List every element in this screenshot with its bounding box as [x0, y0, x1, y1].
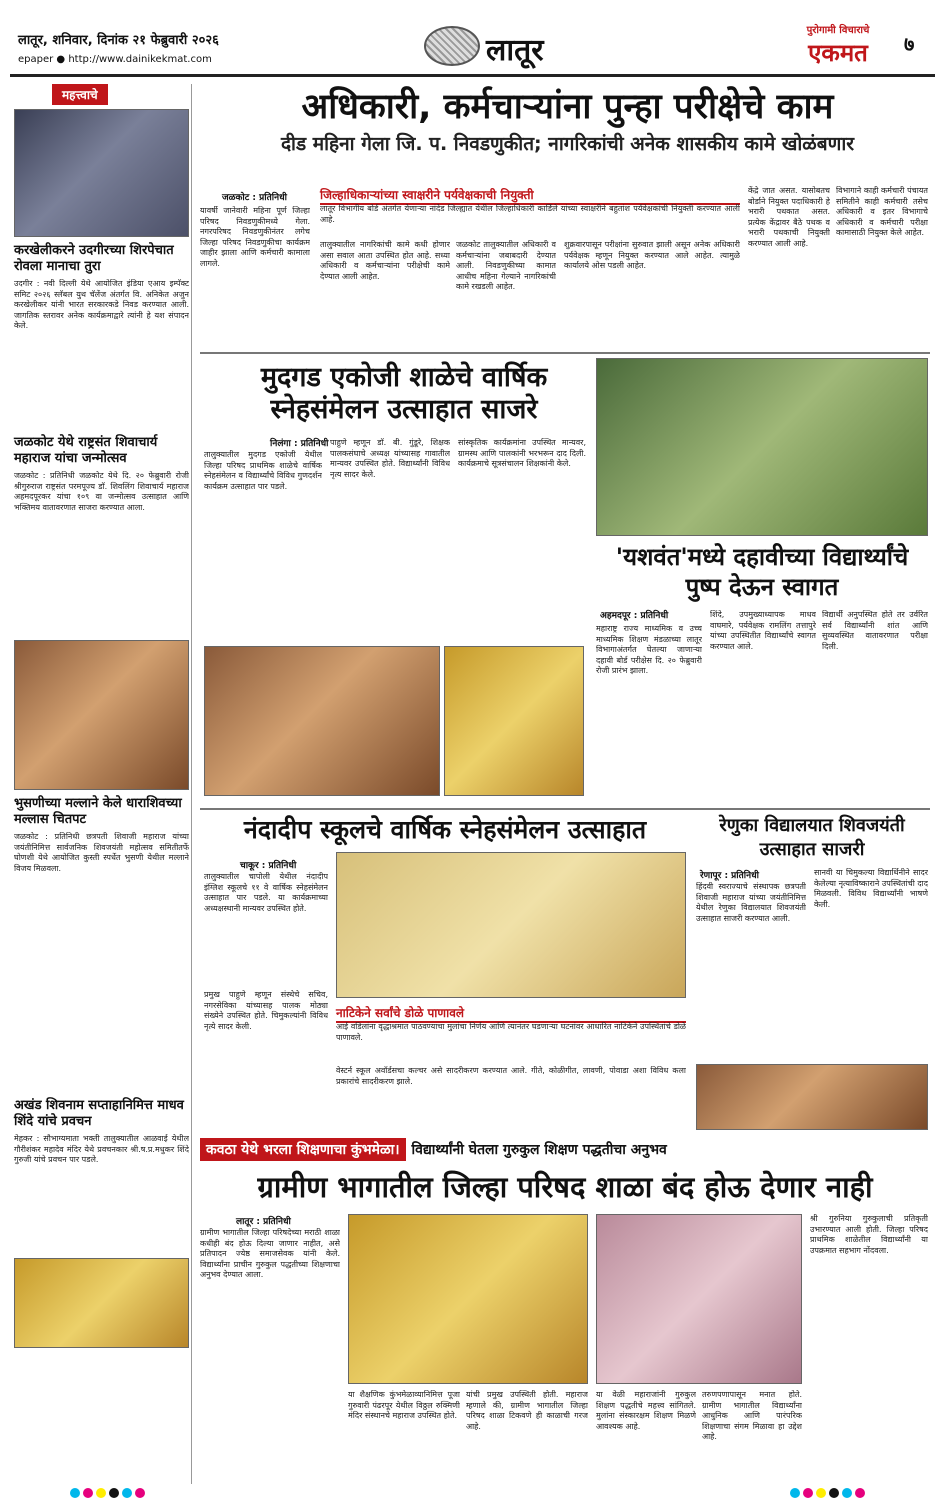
lead-subhead: दीड महिना गेला जि. प. निवडणुकीत; नागरिकांची अनेक शासकीय कामे खोळंबणार [280, 133, 855, 155]
mudgad-headline[interactable]: मुदगड एकोजी शाळेचे वार्षिक स्नेहसंमेलन उत्साहात साजरे [260, 362, 548, 425]
sidebar-story-1-body: उदगीर : नवी दिल्ली येथे आयोजित इंडिया एआय इम्पॅक्ट समिट २०२६ स्लॅबल युथ चॅलेंज अंतर्गत वि. अनिकेत अजुन करखेलीकर यांनी भारत सरकारकडे निवड करण्यात आली. जागतिक स्तरावर अनेक कार्यक्रमाद्वारे त्यांनी हे यश संपादन केले. [14, 279, 189, 330]
lead-col-5: केंद्रे जात असत. यासोबतच बोर्डाने नियुक्त पदाधिकारी हे भरारी पथकात असत. प्रत्येक केंद्रावर बैठे पथक व भरारी पथकाची नियुक्ती करण्यात आली आहे. [748, 186, 830, 248]
city-emblem-icon [424, 26, 480, 66]
sidebar-story-2-body: जळकोट : प्रतिनिधी जळकोट येथे दि. २० फेब्रुवारी रोजी श्रीगुरुराज राष्ट्रसंत परमपूज्य डॉ. शिवलिंग शिवाचार्य महाराज अहमदपूरकर यांचा १०९ वा जन्मोत्सव उत्साहात आणि भक्तिमय वातावरणात साजरा करण्यात आला. [14, 471, 189, 512]
nandadeep-col-2: प्रमुख पाहुणे म्हणून संस्थेचे सचिव, नगरसेविका यांच्यासह पालक मोठ्या संख्येने उपस्थित होते. चिमुकल्यांनी विविध नृत्ये सादर केली. [204, 990, 328, 1031]
lead-box-body: लातूर विभागीय बोर्ड अंतर्गत येणाऱ्या नांदेड जिल्ह्यात येथील जिल्हाधिकारी कार्डिले यांच्या स्वाक्षरीने बहुतांश पर्यवेक्षकांची नियुक्ती करण्यात आली आहे. [320, 204, 740, 224]
wrestling-photo [14, 640, 189, 790]
lead-byline: जळकोट : प्रतिनिधी [222, 193, 287, 203]
section-rule-1 [200, 352, 930, 354]
mudgad-col-2: पाहुणे म्हणून डॉ. बी. गुंडूरे, शिक्षक पालकसंघाचे अध्यक्ष यांच्यासह गावातील मान्यवर उपस्थित होते. विद्यार्थ्यांनी विविध नृत्य सादर केले. [330, 438, 450, 479]
section-rule-2 [200, 808, 930, 810]
nandadeep-headline[interactable]: नंदादीप स्कूलचे वार्षिक स्नेहसंमेलन उत्साहात [243, 815, 647, 844]
kumbhmela-col-3: यांची प्रमुख उपस्थिती होती. महाराज म्हणाले की, ग्रामीण भागातील जिल्हा परिषद शाळा टिकवणे ही काळाची गरज आहे. [466, 1390, 588, 1431]
mudgad-col-1: तालुक्यातील मुदगड एकोजी येथील जिल्हा परिषद प्राथमिक शाळेचे वार्षिक स्नेहसंमेलन व विद्यार्थ्यांचे विविध गुणदर्शन कार्यक्रम उत्साहात पार पडले. [204, 450, 322, 491]
city-title: लातूर [486, 33, 544, 68]
yashwant-headline[interactable]: 'यशवंत'मध्ये दहावीच्या विद्यार्थ्यांचे पुष्प देऊन स्वागत [615, 543, 909, 601]
brand-name: एकमत [808, 39, 868, 67]
nandadeep-box-head: नाटिकेने सर्वांचे डोळे पाणावले [336, 1004, 686, 1023]
renuka-col-2: सानवी या चिमुकल्या विद्यार्थिनीने सादर केलेल्या नृत्याविष्काराने उपस्थितांची दाद मिळवली. विविध विद्यार्थ्यांनी भाषणे केली. [814, 868, 928, 909]
lead-col-6: विभागाने काही कर्मचारी पंचायत समितीने काही कर्मचारी तसेच अधिकारी व इतर विभागाचे अधिकारी व कर्मचारी परीक्षा कामासाठी नियुक्त केले आहेत. [836, 186, 928, 237]
nandadeep-col-3: वेस्टर्न स्कूल अवॉर्डसचा कल्चर असे सादरीकरण करण्यात आले. गीते, कोळीगीत, लावणी, पोवाडा अशा विविध कला प्रकारांचे सादरीकरण झाले. [336, 1066, 686, 1086]
kumbhmela-col-2: या शैक्षणिक कुंभमेळाव्यानिमित्त पूजा गुरुवारी पंढरपूर येथील विठ्ठल रुक्मिणी मंदिर संस्थानचे महाराज उपस्थित होते. [348, 1390, 460, 1420]
yashwant-col-2: शिंदे, उपमुख्याध्यापक माधव वाघमारे, पर्यवेक्षक रामलिंग तत्तापुरे यांच्या उपस्थितीत विद्यार्थ्यांचे स्वागत करण्यात आले. [710, 610, 816, 651]
kumbhmela-col-5: तरुणपणापासून मनात होते. ग्रामीण भागातील विद्यार्थ्यांना आधुनिक आणि पारंपरिक शिक्षणाचा संगम मिळावा हा उद्देश आहे. [702, 1390, 802, 1441]
mudgad-guests-photo [444, 646, 584, 796]
nandadeep-col-1: तालुक्यातील चापोली येथील नंदादीप इंग्लिश स्कूलचे ११ वे वार्षिक स्नेहसंमेलन उत्साहात पार पडले. या कार्यक्रमाच्या अध्यक्षस्थानी मान्यवर उपस्थित होते. [204, 872, 328, 913]
epaper-url[interactable]: epaper ● http://www.dainikekmat.com [18, 54, 212, 65]
nandadeep-byline: चाकूर : प्रतिनिधी [240, 861, 297, 871]
renuka-col-1: हिंदवी स्वराज्याचे संस्थापक छत्रपती शिवाजी महाराज यांच्या जयंतीनिमित्त येथील रेणुका विद्यालयात शिवजयंती उत्साहात साजरी करण्यात आली. [696, 882, 806, 923]
yashwant-byline: अहमदपूर : प्रतिनिधी [600, 611, 669, 621]
sermon-photo [14, 1258, 189, 1348]
kumbhmela-ribbon: कवठा येथे भरला शिक्षणाचा कुंभमेळा। [200, 1138, 406, 1161]
lead-col-3: जळकोट तालुक्यातील अधिकारी व कर्मचाऱ्यांना जबाबदारी देण्यात आली. निवडणुकीच्या कामात आधीच महिना गेल्याने नागरिकांची कामे रखडली आहेत. [456, 240, 556, 291]
kumbhmela-col-4: या वेळी महाराजांनी गुरुकुल शिक्षण पद्धतीचे महत्त्व सांगितले. मुलांना संस्कारक्षम शिक्षण मिळणे आवश्यक आहे. [596, 1390, 696, 1431]
ai-summit-photo [14, 109, 189, 237]
sidebar-story-2-head[interactable]: जळकोट येथे राष्ट्रसंत शिवाचार्य महाराज यांचा जन्मोत्सव [14, 435, 158, 466]
lead-headline[interactable]: अधिकारी, कर्मचाऱ्यांना पुन्हा परीक्षेचे काम [301, 87, 834, 127]
header-rule [10, 74, 935, 77]
mudgad-col-3: सांस्कृतिक कार्यक्रमांना उपस्थित मान्यवर, ग्रामस्थ आणि पालकांनी भरभरून दाद दिली. कार्यक्रमाचे सूत्रसंचालन शिक्षकांनी केले. [458, 438, 586, 468]
page-number: ७ [904, 32, 915, 56]
yashwant-col-1: महाराष्ट्र राज्य माध्यमिक व उच्च माध्यमिक शिक्षण मंडळाच्या लातूर विभागाअंतर्गत घेतल्या जाणाऱ्या दहावी बोर्ड परीक्षेस दि. २० फेब्रुवारी रोजी प्रारंभ झाला. [596, 624, 702, 675]
print-registration-marks-left [70, 1488, 145, 1498]
sidebar [12, 84, 192, 1484]
yashwant-students-photo [596, 358, 928, 536]
lead-col-4: शुक्रवारपासून परीक्षांना सुरुवात झाली असून अनेक अधिकारी पर्यवेक्षक म्हणून नियुक्त करण्यात आले आहेत. त्यामुळे कार्यालये ओस पडली आहेत. [564, 240, 740, 270]
kumbhmela-students-photo [348, 1214, 588, 1384]
sidebar-story-3-head[interactable]: भुसणीच्या मल्लाने केले धाराशिवच्या मल्लास चितपट [14, 796, 182, 827]
renuka-headline[interactable]: रेणुका विद्यालयात शिवजयंती उत्साहात साजरी [719, 815, 905, 860]
sidebar-story-4-body: मेहकर : सौभाग्यमाता भक्ती तालुक्यातील आळवाई येथील गौरीशंकर महादेव मंदिर येथे प्रवचनकार श्री.ष.प्र.मधुकर शिंदे गुरुजी यांचे प्रवचन पार पडले. [14, 1134, 189, 1164]
kumbhmela-ribbon-tail: विद्यार्थ्यांनी घेतला गुरुकुल शिक्षण पद्धतीचा अनुभव [411, 1142, 667, 1158]
masthead-logo [774, 22, 902, 72]
edition-date: लातूर, शनिवार, दिनांक २१ फेब्रुवारी २०२६ [18, 33, 219, 48]
nandadeep-dancers-photo [336, 852, 686, 998]
sidebar-tag: महत्त्वाचे [52, 84, 108, 105]
kumbhmela-byline: लातूर : प्रतिनिधी [236, 1217, 291, 1227]
kumbhmela-col-6: श्री गुरुनिया गुरुकुलाची प्रतिकृती उभारण्यात आली होती. जिल्हा परिषद प्राथमिक शाळेतील विद्यार्थ्यांनी या उपक्रमात सहभाग नोंदवला. [810, 1214, 928, 1255]
sidebar-story-3-body: जळकोट : प्रतिनिधी छत्रपती शिवाजी महाराज यांच्या जयंतीनिमित्त सार्वजनिक शिवजयंती महोत्सव समितीतर्फे घोणशी येथे आयोजित कुस्ती स्पर्धेत भुसणी येथील मल्लाने विजय मिळवला. [14, 832, 189, 873]
kumbhmela-guests-photo [596, 1214, 802, 1384]
sidebar-story-1-head[interactable]: करखेलीकरने उदगीरच्या शिरपेचात रोवला मानाचा तुरा [14, 243, 174, 274]
kumbhmela-headline[interactable]: ग्रामीण भागातील जिल्हा परिषद शाळा बंद होऊ देणार नाही [257, 1170, 873, 1204]
print-registration-marks-right [790, 1488, 865, 1498]
lead-box-head: जिल्हाधिकाऱ्यांच्या स्वाक्षरीने पर्यवेक्षकाची नियुक्ती [320, 186, 740, 205]
sidebar-story-4-head[interactable]: अखंड शिवनाम सप्ताहानिमित्त माधव शिंदे यांचे प्रवचन [14, 1098, 184, 1129]
brand-tagline: पुरोगामी विचाराचे [806, 25, 870, 36]
nandadeep-box-body: आई वडिलांना वृद्धाश्रमात पाठवण्याचा मुलांचा निर्णय आणि त्यानंतर घडणाऱ्या घटनांवर आधारित नाटिकेने उपस्थितांचे डोळे पाणावले. [336, 1022, 686, 1042]
lead-col-2: तालुक्यातील नागरिकांची कामे कधी होणार असा सवाल आता उपस्थित होत आहे. सध्या अधिकारी व कर्मचाऱ्यांना परीक्षेची कामे देण्यात आली आहेत. [320, 240, 450, 281]
kumbhmela-ribbon-row [200, 1138, 930, 1161]
mudgad-byline: निलंगा : प्रतिनिधी [270, 439, 329, 449]
renuka-byline: रेणापूर : प्रतिनिधी [700, 871, 759, 881]
kumbhmela-col-1: ग्रामीण भागातील जिल्हा परिषदेच्या मराठी शाळा कधीही बंद होऊ दिल्या जाणार नाहीत, असे प्रतिपादन ज्येष्ठ समाजसेवक यांनी केले. विद्यार्थ्यांना प्राचीन गुरुकुल पद्धतीच्या शिक्षणाचा अनुभव देण्यात आला. [200, 1228, 340, 1279]
renuka-event-photo [696, 1064, 928, 1130]
mudgad-stage-photo [204, 646, 440, 796]
lead-col-1: यावर्षी जानेवारी महिना पूर्ण जिल्हा परिषद निवडणुकीमध्ये गेला. नगरपरिषद निवडणुकीनंतर लगेच जिल्हा परिषद निवडणुकीचा कार्यक्रम जाहीर झाला आणि कर्मचारी कामाला लागले. [200, 206, 310, 268]
yashwant-col-3: विद्यार्थी अनुपस्थित होते तर उर्वरित सर्व विद्यार्थ्यांनी शांत आणि सुव्यवस्थित वातावरणात परीक्षा दिली. [822, 610, 928, 651]
